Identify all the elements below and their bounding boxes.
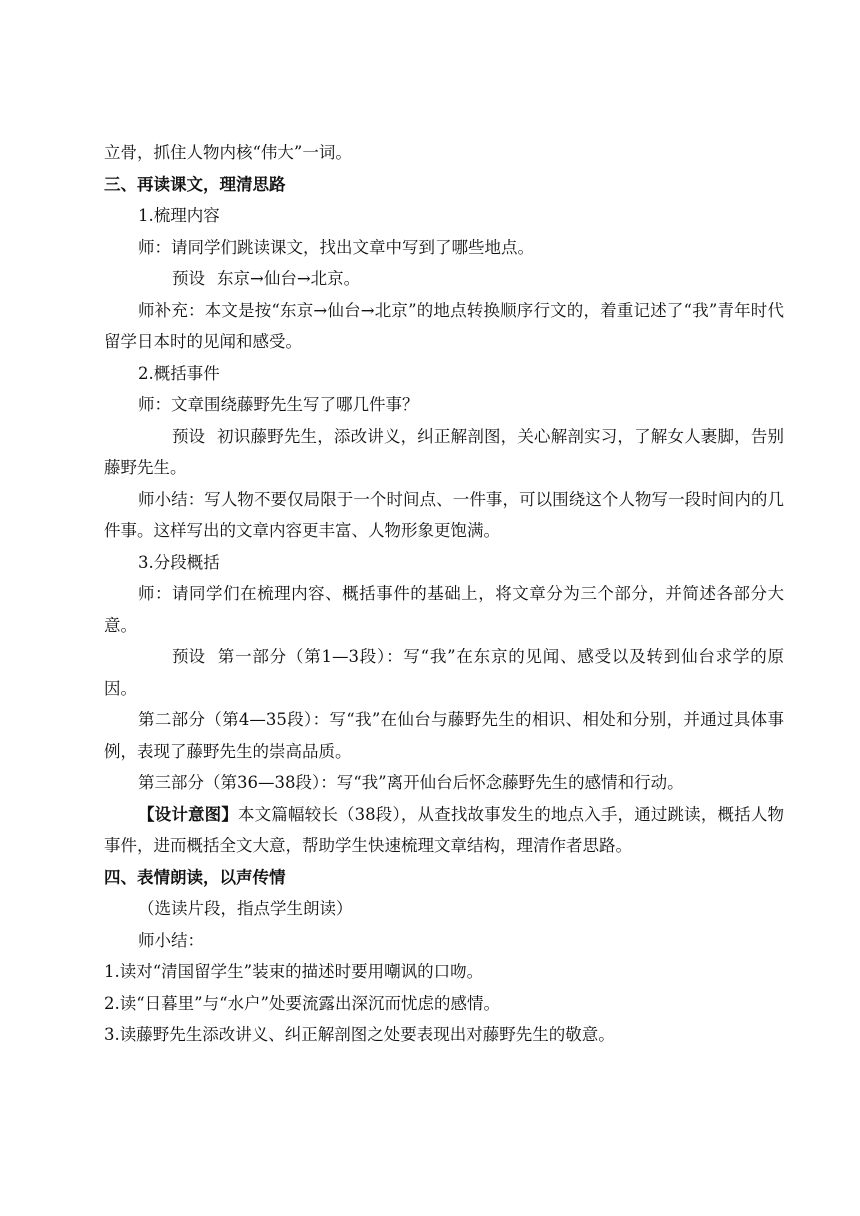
document-body [104, 137, 784, 1051]
teacher-summary-reading: 师小结： [138, 930, 204, 950]
preset-label: 预设 [172, 269, 205, 288]
subheading-summarize-events: 2.概括事件 [138, 363, 220, 383]
part-two-summary: 第二部分（第4—35段）：写“我”在仙台与藤野先生的相识、相处和分别，并通过具体事例，表现了藤野先生的崇高品质。 [104, 710, 784, 761]
section-heading-3: 三、再读课文，理清思路 [104, 174, 286, 194]
teacher-supplement: 师补充：本文是按“东京→仙台→北京”的地点转换顺序行文的，着重记述了“我”青年时代留学日本时的见闻和感受。 [104, 300, 784, 351]
reading-point-3: 3.读藤野先生添改讲义、纠正解剖图之处要表现出对藤野先生的敬意。 [104, 1025, 615, 1044]
teacher-question-sections: 师：请同学们在梳理内容、概括事件的基础上，将文章分为三个部分，并简述各部分大意。 [104, 584, 784, 635]
teacher-question-locations: 师：请同学们跳读课文，找出文章中写到了哪些地点。 [138, 237, 534, 257]
preset-answer-locations [104, 263, 784, 295]
preset-label: 预设 [172, 647, 205, 666]
design-intent-text: 本文篇幅较长（38段），从查找故事发生的地点入手，通过跳读，概括人物事件，进而概括全文大意，帮助学生快速梳理文章结构，理清作者思路。 [104, 804, 785, 855]
section-heading-4: 四、表情朗读，以声传情 [104, 867, 286, 887]
part-three-summary: 第三部分（第36—38段）：写“我”离开仙台后怀念藤野先生的感情和行动。 [138, 773, 684, 792]
preset-text: 东京→仙台→北京。 [217, 269, 361, 288]
preset-text: 第一部分（第1—3段）：写“我”在东京的见闻、感受以及转到仙台求学的原因。 [104, 647, 784, 698]
preset-label: 预设 [172, 426, 205, 446]
teacher-question-events: 师：文章围绕藤野先生写了哪几件事？ [138, 395, 419, 414]
subheading-section-summary: 3.分段概括 [138, 552, 220, 572]
subheading-sort-content: 1.梳理内容 [138, 206, 220, 225]
reading-point-2: 2.读“日暮里”与“水户”处要流露出深沉而忧虑的感情。 [104, 993, 500, 1013]
reading-instruction: （选读片段，指点学生朗读） [138, 899, 353, 918]
design-intent-tag: 【设计意图】 [138, 804, 238, 824]
preset-answer-part-one [104, 641, 784, 704]
teacher-summary-events: 师小结：写人物不要仅局限于一个时间点、一件事，可以围绕这个人物写一段时间内的几件事。这样写出的文章内容更丰富、人物形象更饱满。 [104, 489, 784, 540]
paragraph-continuation: 立骨，抓住人物内核“伟大”一词。 [104, 143, 352, 162]
design-intent [104, 799, 784, 862]
preset-answer-events [104, 421, 784, 484]
preset-text: 初识藤野先生，添改讲义，纠正解剖图，关心解剖实习，了解女人裹脚，告别藤野先生。 [104, 426, 784, 477]
reading-point-1: 1.读对“清国留学生”装束的描述时要用嘲讽的口吻。 [104, 962, 484, 981]
